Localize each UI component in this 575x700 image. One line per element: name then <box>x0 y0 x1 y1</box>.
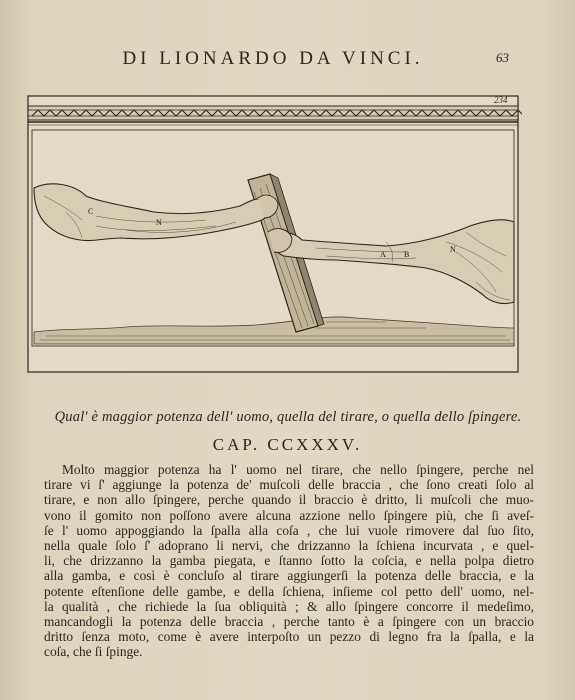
label-a: A <box>380 250 386 259</box>
running-head: DI LIONARDO DA VINCI. <box>122 48 424 69</box>
label-c: C <box>88 207 94 216</box>
decorative-frieze <box>28 106 522 125</box>
body-line: alla gamba, e così è concluſo al tirare aggiungerſi la potenza delle braccia, e la <box>44 568 534 584</box>
body-line: tirare, e non allo ſpingere, perche quando il braccio è dritto, li muſcoli che muo- <box>44 492 534 508</box>
page-number: 63 <box>496 50 509 65</box>
body-line: potente eſtenſione delle gambe, e della ſchiena, inſieme col petto dell' uomo, nel- <box>44 583 534 599</box>
body-line: la qualità , che richiede la ſua obliquità ; & allo ſpingere concorre il medeſimo, <box>44 598 534 614</box>
body-line: coſa, che ſi ſpinge. <box>44 644 143 660</box>
body-paragraph <box>44 462 534 660</box>
label-n-left: N <box>156 218 162 227</box>
plate-number: 234 <box>494 95 508 105</box>
plate-caption: Qual' è maggior potenza dell' uomo, quella del tirare, o quella dello ſpingere. <box>54 409 522 425</box>
body-line: tirare vi ſ' aggiunge la potenza de' muſcoli delle braccia , che ſono creati ſolo al <box>44 477 534 493</box>
engraved-plate <box>26 92 522 374</box>
body-line: nella quale ſolo ſ' adoprano li nervi, che drizzanno la ſchiena incurvata , e quel- <box>44 538 534 554</box>
chapter-title: CAP. CCXXXV. <box>212 435 363 454</box>
plate-illustration <box>26 92 522 374</box>
label-b: B <box>404 250 410 259</box>
body-line: dritto ſenza moto, come è avere interpoſto un pezzo di legno fra la ſpalla, e la <box>44 629 534 645</box>
chapter-body <box>44 462 534 660</box>
body-line: ſe l' uomo appoggiando la ſpalla alla coſa , che lui vuole rimovere dal ſuo ſito, <box>44 522 534 538</box>
body-line: Molto maggior potenza ha l' uomo nel tirare, che nello ſpingere, perche nel <box>62 462 534 477</box>
body-line: mancandogli la potenza delle braccia , perche tanto è a ſpingere con un braccio <box>44 614 534 630</box>
body-line: li, che drizzanno la gamba piegata, e ſtanno ſotto la coſcia, e nella polpa dietro <box>44 553 534 569</box>
body-line: vono il gomito non poſſono avere alcuna azzione nello ſpingere più, che ſi avеſ- <box>44 507 534 523</box>
label-n-right: N <box>450 245 456 254</box>
